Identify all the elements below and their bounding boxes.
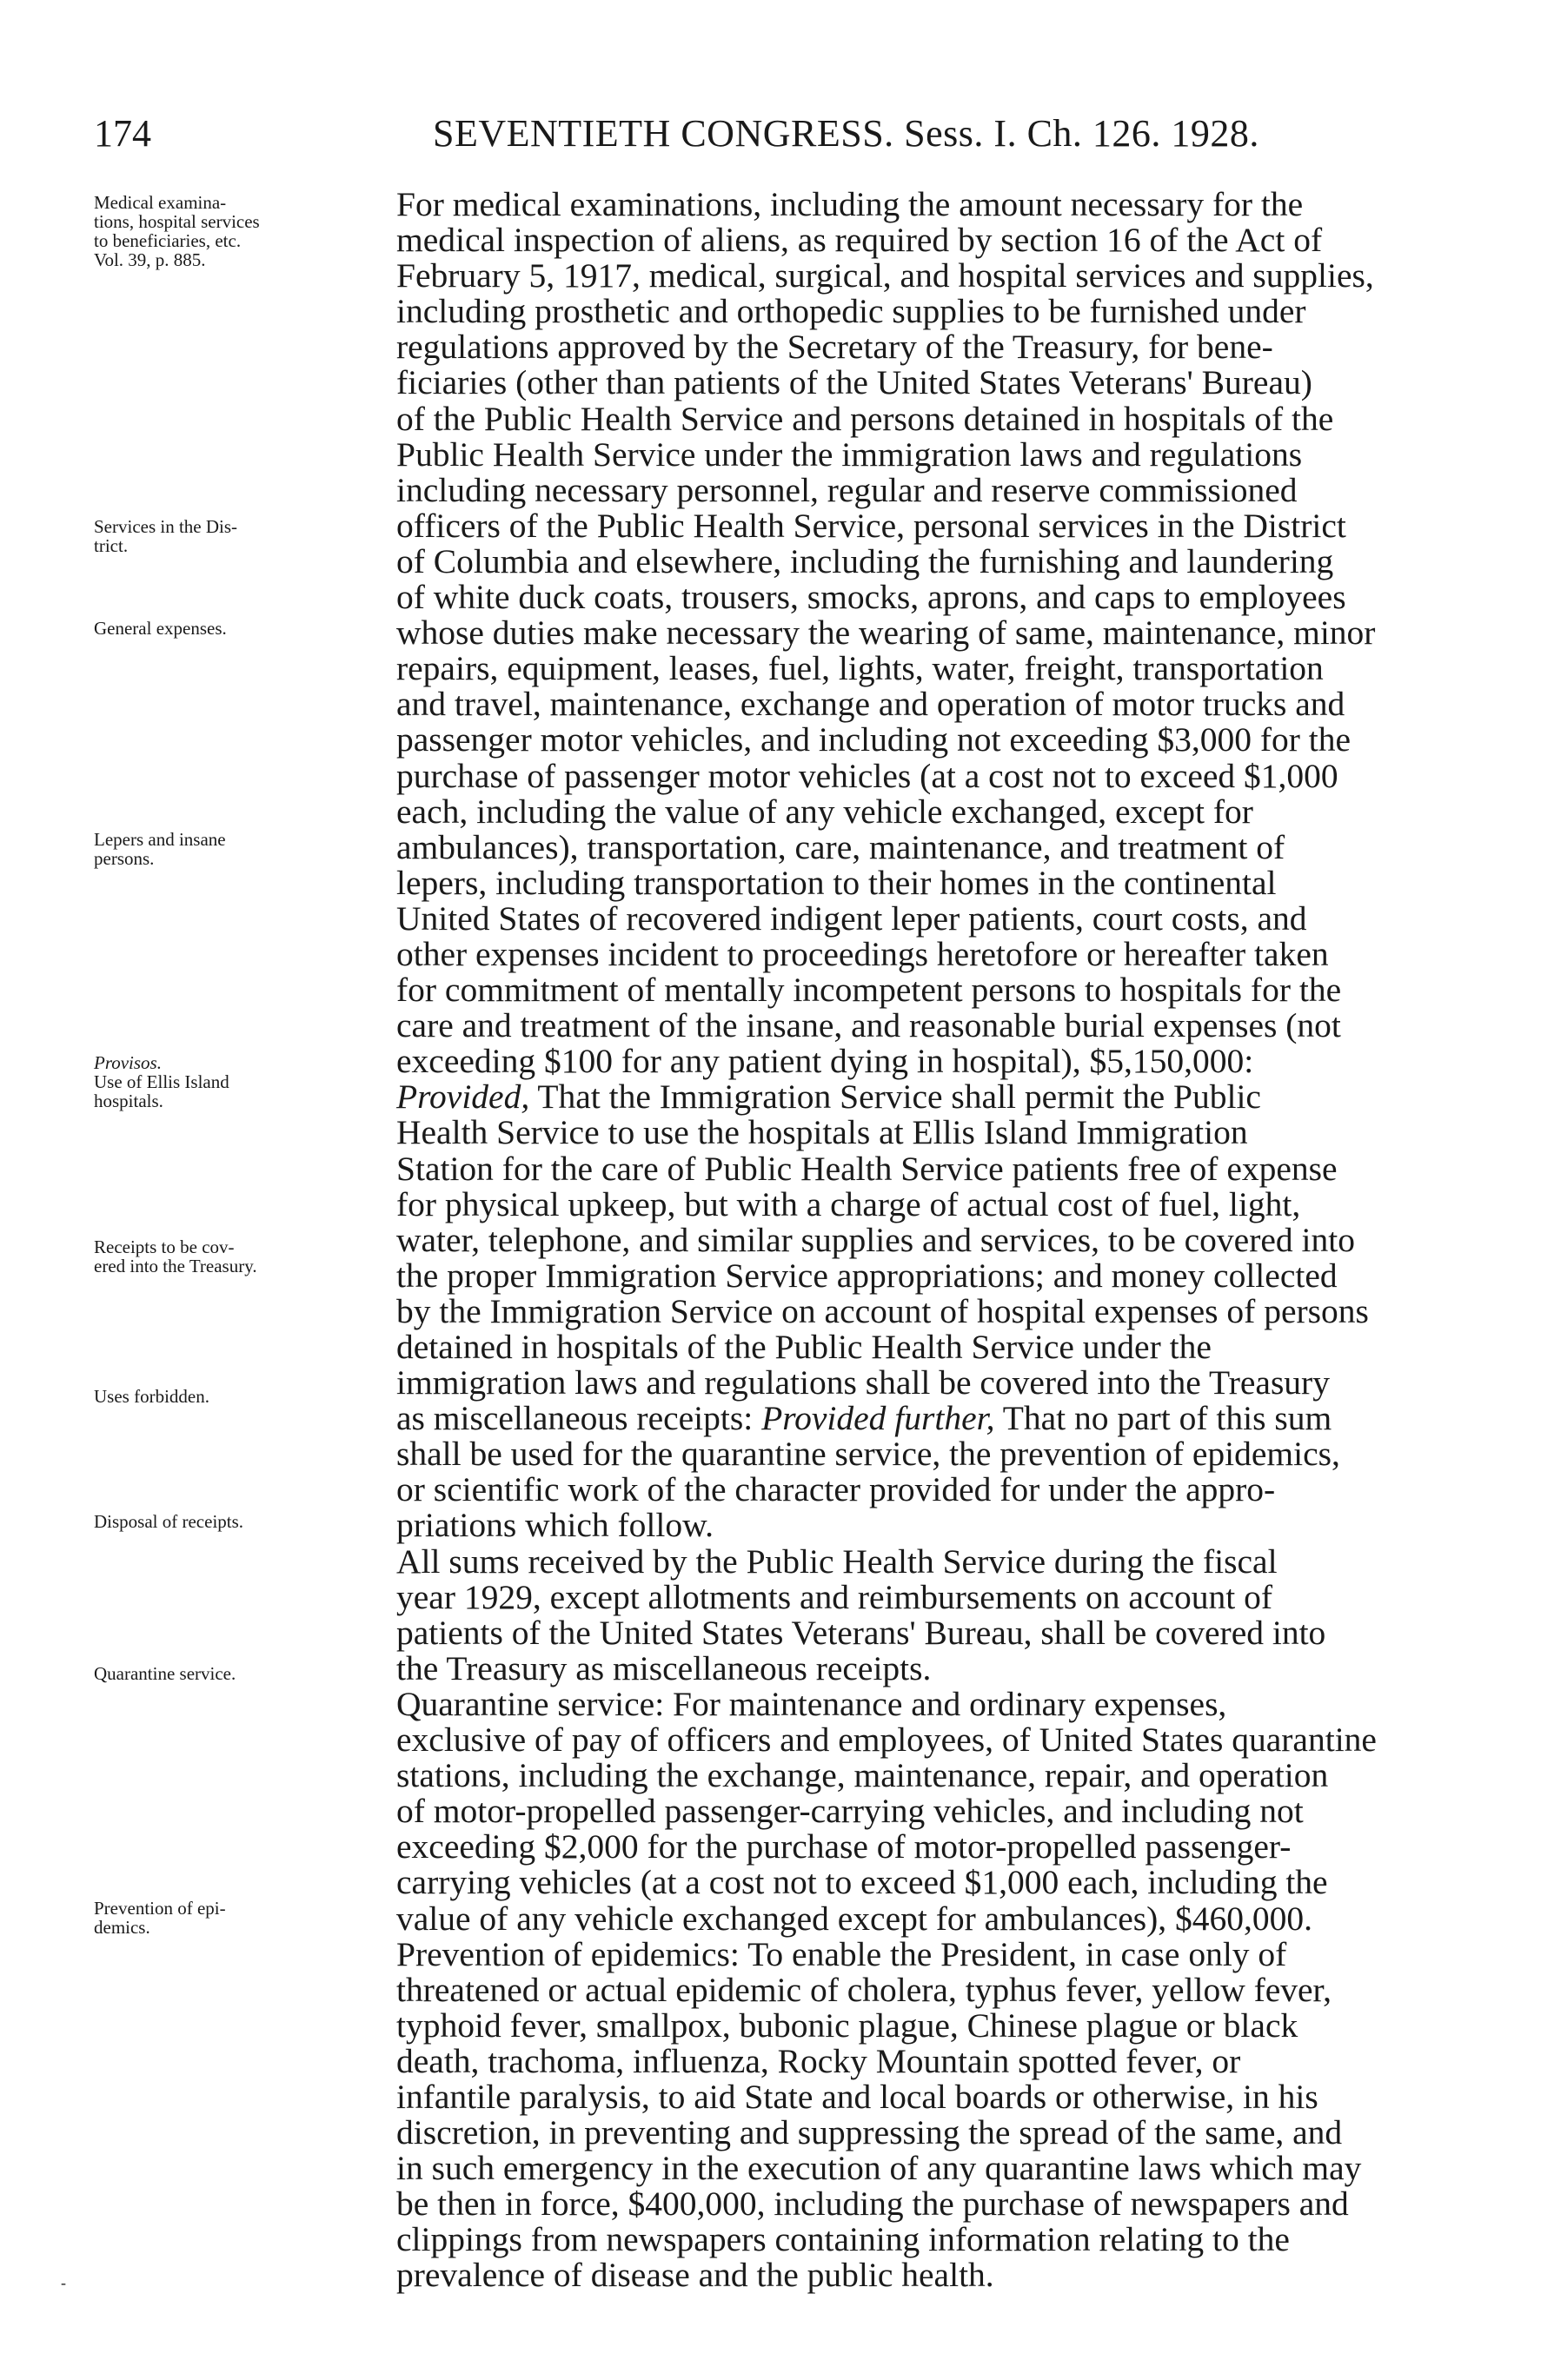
- body-line: detained in hospitals of the Public Health Service under the: [396, 1328, 1212, 1366]
- body-text: That the Immigration Service shall permit the Public: [537, 1077, 1261, 1117]
- body-line: discretion, in preventing and suppressing the spread of the same, and: [396, 2113, 1343, 2152]
- body-line-proviso: [358, 1401, 1464, 1436]
- body-line: February 5, 1917, medical, surgical, and hospital services and supplies,: [396, 256, 1374, 295]
- margin-note-line: trict.: [94, 535, 129, 556]
- running-head: SEVENTIETH CONGRESS. Sess. I. Ch. 126. 1928.: [433, 112, 1259, 155]
- margin-note-services-district: [94, 517, 355, 555]
- margin-note-line: Services in the Dis-: [94, 516, 238, 537]
- body-line: clippings from newspapers containing information relating to the: [396, 2220, 1290, 2259]
- margin-note-prevention: [94, 1899, 355, 1937]
- margin-note-quarantine: [94, 1664, 355, 1683]
- body-line: prevalence of disease and the public health.: [396, 2256, 994, 2295]
- body-line: carrying vehicles (at a cost not to exceed $1,000 each, including the: [396, 1863, 1328, 1902]
- body-line: in such emergency in the execution of any quarantine laws which may: [396, 2149, 1362, 2188]
- body-line: For medical examinations, including the amount necessary for the: [396, 185, 1304, 223]
- page-header: [94, 111, 1467, 163]
- document-body: [358, 187, 1464, 2294]
- margin-note-line: tions, hospital services: [94, 211, 260, 232]
- body-line: including necessary personnel, regular and reserve commissioned: [396, 470, 1298, 509]
- body-line: value of any vehicle exchanged except for ambulances), $460,000.: [396, 1899, 1313, 1938]
- body-line: death, trachoma, influenza, Rocky Mountain spotted fever, or: [396, 2041, 1241, 2080]
- margin-note-line: to beneficiaries, etc.: [94, 230, 242, 251]
- body-line: other expenses incident to proceedings heretofore or hereafter taken: [396, 934, 1329, 973]
- body-line: All sums received by the Public Health Service during the fiscal: [396, 1541, 1278, 1581]
- body-line: of white duck coats, trousers, smocks, aprons, and caps to employees: [396, 578, 1346, 617]
- body-line: Quarantine service: For maintenance and ordinary expenses,: [396, 1684, 1227, 1723]
- margin-note-line: Vol. 39, p. 885.: [94, 249, 206, 270]
- body-line: ambulances), transportation, care, maintenance, and treatment of: [396, 827, 1285, 866]
- footer-mark: -: [61, 2274, 66, 2291]
- proviso-label: Provided,: [396, 1077, 530, 1117]
- margin-note-line: demics.: [94, 1917, 150, 1938]
- body-line: water, telephone, and similar supplies and services, to be covered into: [396, 1220, 1355, 1259]
- body-line: infantile paralysis, to aid State and local boards or otherwise, in his: [396, 2077, 1318, 2116]
- body-line: of Columbia and elsewhere, including the furnishing and laundering: [396, 541, 1334, 580]
- body-line: medical inspection of aliens, as required by section 16 of the Act of: [396, 221, 1323, 260]
- margin-note-line: Provisos.: [94, 1052, 162, 1073]
- body-line: and travel, maintenance, exchange and operation of motor trucks and: [396, 685, 1345, 724]
- body-line: officers of the Public Health Service, personal services in the District: [396, 506, 1346, 545]
- body-line: by the Immigration Service on account of hospital expenses of persons: [396, 1291, 1369, 1330]
- margin-note-line: Receipts to be cov-: [94, 1236, 235, 1257]
- body-line: stations, including the exchange, maintenance, repair, and operation: [396, 1756, 1329, 1795]
- body-text: That no part of this sum: [1002, 1399, 1332, 1438]
- body-line: Health Service to use the hospitals at Ellis Island Immigration: [396, 1113, 1248, 1152]
- body-line: passenger motor vehicles, and including not exceeding $3,000 for the: [396, 720, 1351, 759]
- margin-note-lepers: [94, 830, 355, 868]
- body-line: the Treasury as miscellaneous receipts.: [396, 1648, 932, 1687]
- body-line: whose duties make necessary the wearing of same, maintenance, minor: [396, 613, 1376, 653]
- body-line: regulations approved by the Secretary of the Treasury, for bene-: [396, 328, 1273, 367]
- paragraph-medical: [358, 187, 1464, 1544]
- body-line: care and treatment of the insane, and reasonable burial expenses (not: [396, 1006, 1341, 1045]
- body-line: year 1929, except allotments and reimbursements on account of: [396, 1577, 1273, 1616]
- body-line: be then in force, $400,000, including the purchase of newspapers and: [396, 2184, 1349, 2224]
- body-line: exclusive of pay of officers and employees, of United States quarantine: [396, 1720, 1377, 1760]
- body-line: shall be used for the quarantine service, the prevention of epidemics,: [396, 1435, 1340, 1474]
- margin-note-line: ered into the Treasury.: [94, 1256, 257, 1276]
- body-line: the proper Immigration Service appropriations; and money collected: [396, 1256, 1338, 1295]
- margin-note-line: General expenses.: [94, 618, 227, 639]
- body-line: Public Health Service under the immigration laws and regulations: [396, 434, 1303, 474]
- margin-note-medical: [94, 193, 355, 269]
- body-line: immigration laws and regulations shall be covered into the Treasury: [396, 1363, 1330, 1402]
- body-line: purchase of passenger motor vehicles (at a cost not to exceed $1,000: [396, 756, 1338, 795]
- margin-note-disposal-receipts: [94, 1512, 355, 1531]
- proviso-label: Provided further,: [761, 1399, 995, 1438]
- body-line: each, including the value of any vehicle exchanged, except for: [396, 792, 1253, 831]
- body-line: repairs, equipment, leases, fuel, lights, water, freight, transportation: [396, 649, 1324, 688]
- margin-note-uses-forbidden: [94, 1387, 355, 1406]
- margin-note-line: Medical examina-: [94, 192, 227, 213]
- body-line: exceeding $2,000 for the purchase of motor-propelled passenger-: [396, 1827, 1292, 1866]
- body-line: including prosthetic and orthopedic supplies to be furnished under: [396, 292, 1306, 331]
- paragraph-quarantine: [358, 1684, 1464, 1938]
- margin-note-line: Lepers and insane: [94, 829, 226, 850]
- body-line: exceeding $100 for any patient dying in hospital), $5,150,000:: [396, 1042, 1254, 1081]
- margin-note-line: hospitals.: [94, 1091, 163, 1111]
- margin-note-provisos: [94, 1053, 355, 1110]
- paragraph-prevention: [358, 1934, 1464, 2295]
- margin-note-line: persons.: [94, 848, 155, 869]
- margin-note-line: Quarantine service.: [94, 1663, 236, 1684]
- margin-note-line: Disposal of receipts.: [94, 1511, 244, 1532]
- page-number: 174: [94, 112, 151, 155]
- body-line: or scientific work of the character provided for under the appro-: [396, 1470, 1276, 1509]
- body-line: lepers, including transportation to their homes in the continental: [396, 863, 1277, 902]
- body-line: priations which follow.: [396, 1506, 714, 1545]
- body-line: ficiaries (other than patients of the United States Veterans' Bureau): [396, 363, 1312, 402]
- body-text: as miscellaneous receipts:: [396, 1399, 754, 1438]
- body-line: of the Public Health Service and persons detained in hospitals of the: [396, 399, 1334, 438]
- paragraph-disposal-receipts: [358, 1541, 1464, 1687]
- body-line: typhoid fever, smallpox, bubonic plague, Chinese plague or black: [396, 2005, 1298, 2045]
- body-line: for physical upkeep, but with a charge of actual cost of fuel, light,: [396, 1184, 1301, 1223]
- body-line: for commitment of mentally incompetent persons to hospitals for the: [396, 971, 1342, 1010]
- body-line: Station for the care of Public Health Service patients free of expense: [396, 1149, 1338, 1188]
- body-line: threatened or actual epidemic of cholera, typhus fever, yellow fever,: [396, 1970, 1332, 2009]
- margin-note-line: Use of Ellis Island: [94, 1071, 229, 1092]
- margin-note-general-expenses: [94, 619, 355, 638]
- body-line-proviso: [358, 1079, 1464, 1115]
- body-line: patients of the United States Veterans' Bureau, shall be covered into: [396, 1613, 1326, 1652]
- body-line: of motor-propelled passenger-carrying vehicles, and including not: [396, 1792, 1304, 1831]
- margin-note-line: Prevention of epi-: [94, 1898, 226, 1919]
- margin-note-line: Uses forbidden.: [94, 1386, 209, 1407]
- body-line: Prevention of epidemics: To enable the President, in case only of: [396, 1934, 1287, 1973]
- margin-note-receipts-treasury: [94, 1237, 355, 1276]
- body-line: United States of recovered indigent leper patients, court costs, and: [396, 898, 1307, 938]
